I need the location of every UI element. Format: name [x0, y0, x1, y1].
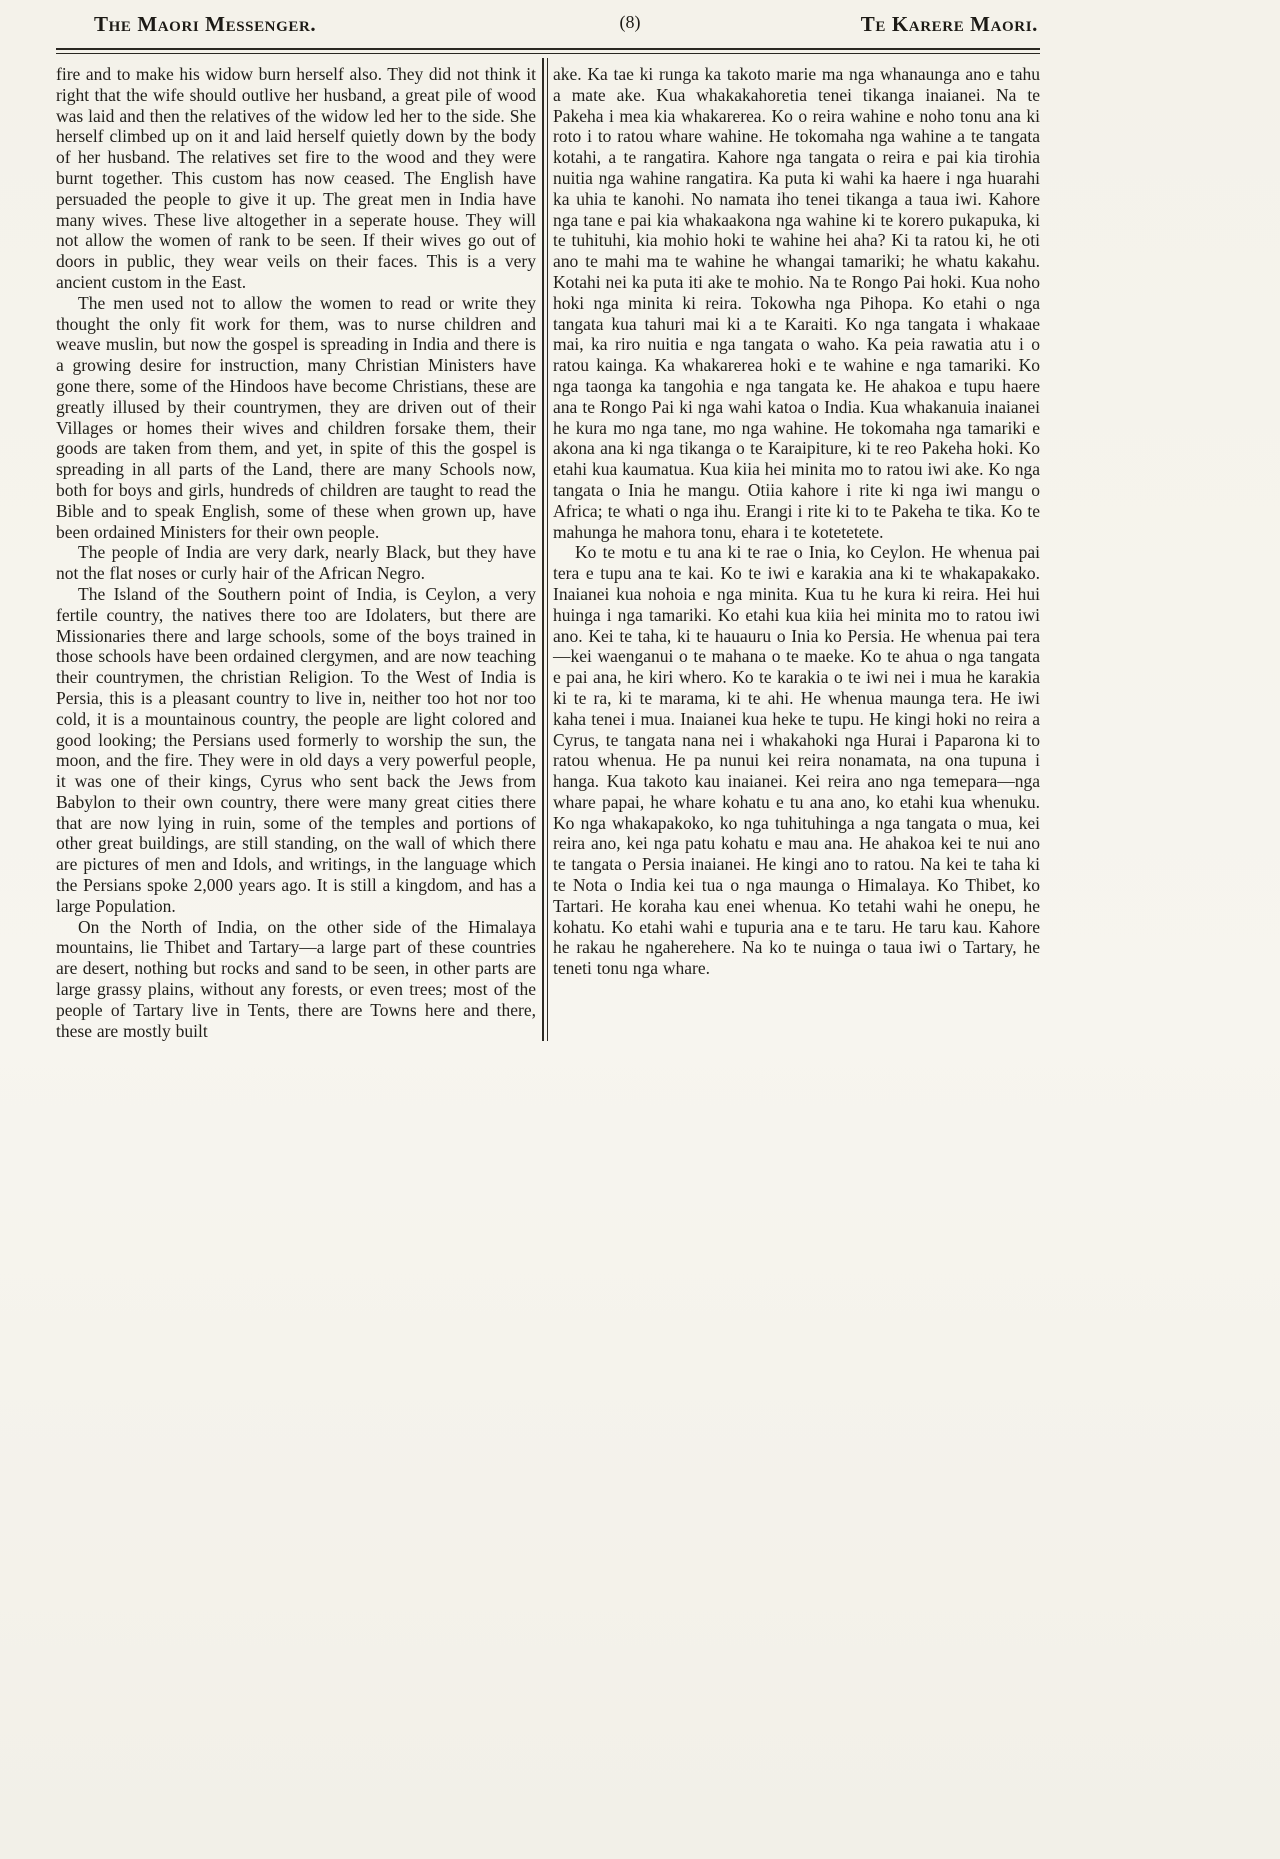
maori-column: [553, 64, 1040, 1041]
page-content: [56, 10, 1040, 1041]
columns: [56, 58, 1040, 1041]
paragraph: The men used not to allow the women to read or write they thought the only fit work for them, was to nurse children and weave muslin, but now the gospel is spreading in India and there is a growing desire for instruction, many Christian Ministers have gone there, some of the Hindoos have become Christians, these are greatly illused by their countrymen, they are driven out of their Villages or homes their wives and children forsake them, their goods are taken from them, and yet, in spite of this the gospel is spreading in all parts of the Land, there are many Schools now, both for boys and girls, hundreds of children are taught to read the Bible and to speak English, some of these when grown up, have been ordained Ministers for their own people.: [56, 292, 536, 542]
paragraph: On the North of India, on the other side of the Himalaya mountains, lie Thibet and Tartary—a large part of these countries are desert, nothing but rocks and sand to be seen, in other parts are large grassy plains, without any forests, or even trees; most of the people of Tartary live in Tents, there are Towns here and there, these are mostly built: [56, 916, 536, 1041]
paragraph: The Island of the Southern point of India, is Ceylon, a very fertile country, the natives there too are Idolaters, but there are Missionaries there and large schools, some of the boys trained in those schools have been ordained clergymen, and are now teaching their countrymen, the christian Religion. To the West of India is Persia, this is a pleasant country to live in, neither too hot nor too cold, it is a mountainous country, the people are light colored and good looking; the Persians used formerly to worship the sun, the moon, and the fire. They were in old days a very powerful people, it was one of their kings, Cyrus who sent back the Jews from Babylon to their own country, there were many great cities there that are now lying in ruin, some of the temples and portions of other great buildings, are still standing, on the wall of which there are pictures of men and Idols, and writings, in the language which the Persians spoke 2,000 years ago. It is still a kingdom, and has a large Population.: [56, 583, 536, 916]
masthead-title-right: Te Karere Maori.: [860, 12, 1038, 36]
paragraph: The people of India are very dark, nearly Black, but they have not the flat noses or curly hair of the African Negro.: [56, 542, 536, 584]
column-divider: [542, 58, 548, 1041]
paragraph: Ko te motu e tu ana ki te rae o Inia, ko Ceylon. He whenua pai tera e tupu ana te kai. Ko te iwi e karakia ana ki te whakapakako. Inaianei kua nohoia e nga minita. Kua tu he kura ki reira. Hei hui huinga i nga tamariki. Ko etahi kua kiia hei minita mo to ratou iwi ano. Kei te taha, ki te hauauru o Inia ko Persia. He whenua pai tera—kei waenganui o te mahana o te maeke. Ko te ahua o nga tangata e pai ana, he kiri whero. Ko te karakia o te iwi nei i mua he karakia ki te ra, ki te marama, ki te ahi. He whenua maunga tera. He iwi kaha tenei i mua. Inaianei kua heke te tupu. He kingi hoki no reira a Cyrus, te tangata nana nei i whakahoki nga Hurai i Paparona ki to ratou whenua. He pa nunui kei reira nonamata, na ona tupuna i hanga. Kua takoto kau inaianei. Kei reira ano nga temepara—nga whare papai, he whare kohatu e tu ana ano, ko etahi kua whenuku. Ko nga whakapakoko, ko nga tuhituhinga a nga tangata o mua, kei reira ano, kei nga patu kohatu e mau ana. He ahakoa kei te nui ano te tangata o Persia inaianei. He kingi ano to ratou. Na kei te taha ki te Nota o India kei tua o nga maunga o Himalaya. Ko Thibet, ko Tartari. He koraha kau enei whenua. Ko tetahi wahi he onepu, he kohatu. Ko etahi wahi e tupuria ana e te taru. He taru kau. Kahore he rakau he ngaherehere. Na ko te nuinga o taua iwi o Tartary, he teneti tonu nga whare.: [553, 542, 1040, 979]
masthead: [56, 10, 1040, 48]
masthead-title-left: The Maori Messenger.: [94, 12, 317, 36]
header-rule: [56, 48, 1040, 54]
page-number: (8): [619, 12, 641, 32]
paragraph: ake. Ka tae ki runga ka takoto marie ma nga whanaunga ano e tahu a mate ake. Kua whakakahoretia tenei tikanga inaianei. Na te Pakeha i mea kia whakarerea. Ko o reira wahine e noho tonu ana ki roto i to ratou whare wahine. He tokomaha nga wahine a te tangata kotahi, a te rangatira. Kahore nga tangata o reira e pai kia tirohia nuitia nga wahine rangatira. Ka puta ki wahi ka haere i nga huarahi ka uhia te kanohi. No namata iho tenei tikanga a taua iwi. Kahore nga tane e pai kia whakaakona nga wahine ki te korero pukapuka, ki te tuhituhi, kia mohio hoki te wahine hei aha? Ki ta ratou ki, he oti ano te mahi ma te wahine he whangai tamariki; he whatu kakahu. Kotahi nei ka puta iti ake te mohio. Na te Rongo Pai hoki. Kua noho hoki nga minita ki reira. Tokowha nga Pihopa. Ko etahi o nga tangata kua tahuri mai ki a te Karaiti. Ko nga tangata i whakaae mai, ka riro nuitia e nga tangata o waho. Ka peia rawatia atu i o ratou kainga. Ka whakarerea hoki e te wahine e nga tamariki. Ko nga taonga ka tangohia e nga tangata ke. He ahakoa e tupu haere ana te Rongo Pai ki nga wahi katoa o India. Kua whakanuia inaianei he kura mo nga tane, mo nga wahine. He tokomaha nga tamariki e akona ana ki nga tikanga o te Karaipiture, ki te reo Pakeha hoki. Ko etahi kua kaumatua. Kua kiia hei minita mo to ratou iwi ake. Ko nga tangata o Inia he mangu. Otiia kahore i rite ki nga iwi mangu o Africa; te whati o nga ihu. Erangi i rite ki to te Pakeha te tika. Ko te mahunga he mahora tonu, ehara i te kotetetete.: [553, 64, 1040, 542]
english-column: [56, 64, 536, 1041]
paragraph: fire and to make his widow burn herself also. They did not think it right that the wife should outlive her husband, a great pile of wood was laid and then the relatives of the widow led her to the side. She herself climbed up on it and laid herself quietly down by the body of her husband. The relatives set fire to the wood and they were burnt together. This custom has now ceased. The English have persuaded the people to give it up. The great men in India have many wives. These live altogether in a seperate house. They will not allow the women of rank to be seen. If their wives go out of doors in public, they wear veils on their faces. This is a very ancient custom in the East.: [56, 64, 536, 292]
